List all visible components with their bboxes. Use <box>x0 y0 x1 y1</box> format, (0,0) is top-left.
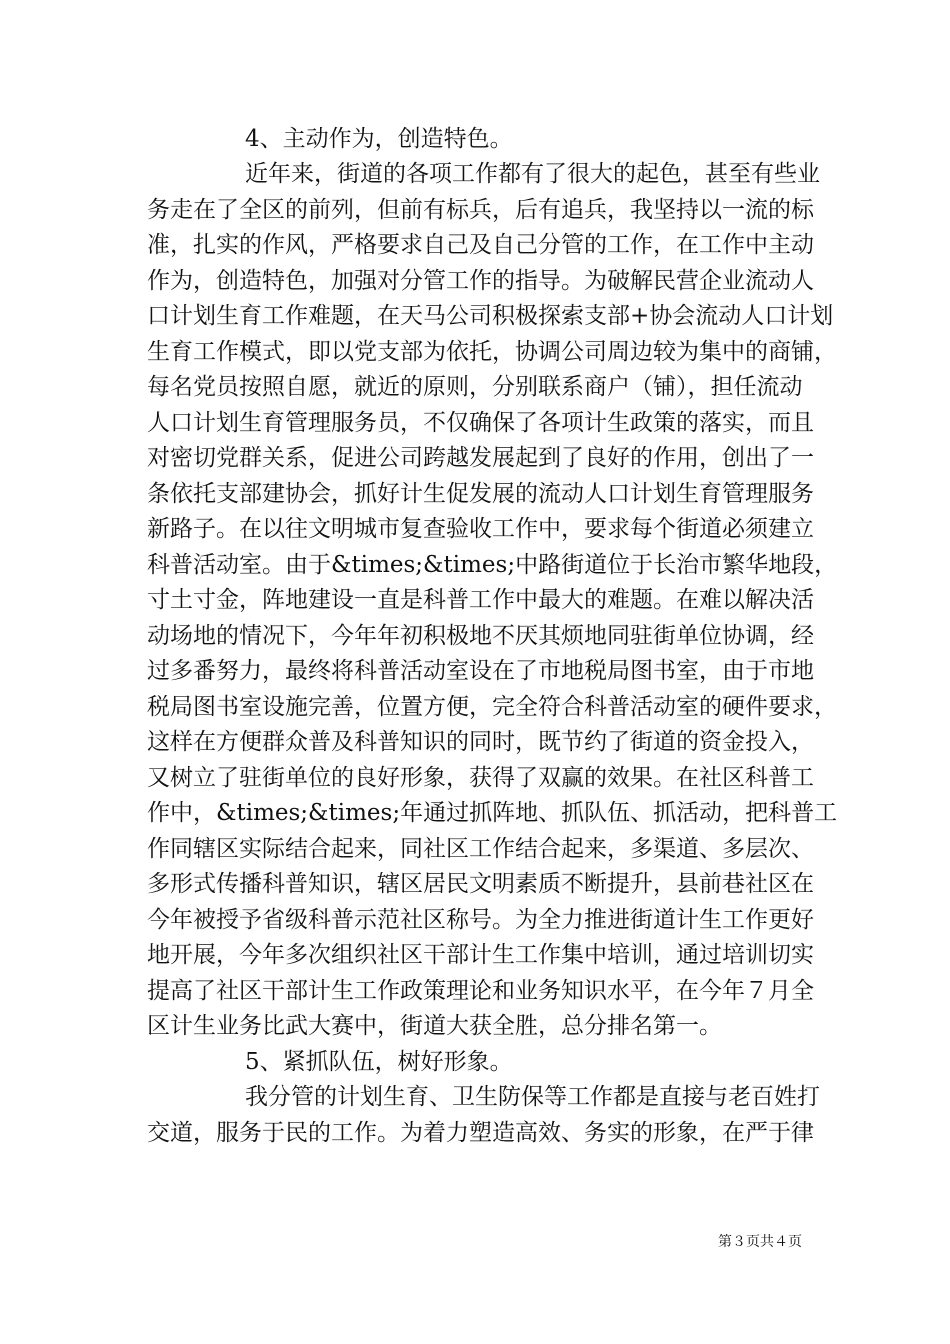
heading-5: 5、紧抓队伍，树好形象。 <box>245 1049 513 1075</box>
page-number-footer: 第３页共４页 <box>718 1234 802 1250</box>
paragraph-line: 对密切党群关系，促进公司跨越发展起到了良好的作用，创出了一 <box>147 445 814 471</box>
paragraph-line: 过多番努力，最终将科普活动室设在了市地税局图书室，由于市地 <box>147 658 814 684</box>
paragraph-line: 口计划生育工作难题，在天马公司积极探索支部+协会流动人口计划 <box>147 303 834 329</box>
paragraph-line: 务走在了全区的前列，但前有标兵，后有追兵，我坚持以一流的标 <box>147 197 814 223</box>
paragraph-line: 科普活动室。由于&times;&times;中路街道位于长治市繁华地段， <box>147 552 838 578</box>
paragraph-line: 人口计划生育管理服务员，不仅确保了各项计生政策的落实，而且 <box>147 410 814 436</box>
paragraph-line: 作为，创造特色，加强对分管工作的指导。为破解民营企业流动人 <box>147 268 814 294</box>
paragraph-line: 动场地的情况下，今年年初积极地不厌其烦地同驻街单位协调，经 <box>147 623 814 649</box>
heading-4: 4、主动作为，创造特色。 <box>245 126 513 152</box>
paragraph-line: 我分管的计划生育、卫生防保等工作都是直接与老百姓打 <box>245 1084 820 1110</box>
paragraph-line: 税局图书室设施完善，位置方便，完全符合科普活动室的硬件要求， <box>147 694 837 720</box>
paragraph-line: 交道，服务于民的工作。为着力塑造高效、务实的形象，在严于律 <box>147 1120 814 1146</box>
paragraph-line: 又树立了驻街单位的良好形象，获得了双赢的效果。在社区科普工 <box>147 765 814 791</box>
paragraph-line: 今年被授予省级科普示范社区称号。为全力推进街道计生工作更好 <box>147 907 814 933</box>
paragraph-line: 作中，&times;&times;年通过抓阵地、抓队伍、抓活动，把科普工 <box>147 800 838 826</box>
paragraph-line: 区计生业务比武大赛中，街道大获全胜，总分排名第一。 <box>147 1013 722 1039</box>
paragraph-line: 生育工作模式，即以党支部为依托，协调公司周边较为集中的商铺， <box>147 339 837 365</box>
paragraph-line: 多形式传播科普知识，辖区居民文明素质不断提升，县前巷社区在 <box>147 871 814 897</box>
paragraph-line: 提高了社区干部计生工作政策理论和业务知识水平，在今年７月全 <box>147 978 814 1004</box>
paragraph-line: 近年来，街道的各项工作都有了很大的起色，甚至有些业 <box>245 161 820 187</box>
paragraph-line: 作同辖区实际结合起来，同社区工作结合起来，多渠道、多层次、 <box>147 836 814 862</box>
paragraph-line: 地开展，今年多次组织社区干部计生工作集中培训，通过培训切实 <box>147 942 814 968</box>
paragraph-line: 准，扎实的作风，严格要求自己及自己分管的工作，在工作中主动 <box>147 232 814 258</box>
paragraph-line: 寸土寸金，阵地建设一直是科普工作中最大的难题。在难以解决活 <box>147 587 814 613</box>
paragraph-line: 每名党员按照自愿，就近的原则，分别联系商户（铺），担任流动 <box>147 374 803 400</box>
paragraph-line: 这样在方便群众普及科普知识的同时，既节约了街道的资金投入， <box>147 729 814 755</box>
paragraph-line: 条依托支部建协会，抓好计生促发展的流动人口计划生育管理服务 <box>147 481 814 507</box>
paragraph-line: 新路子。在以往文明城市复查验收工作中，要求每个街道必须建立 <box>147 516 814 542</box>
